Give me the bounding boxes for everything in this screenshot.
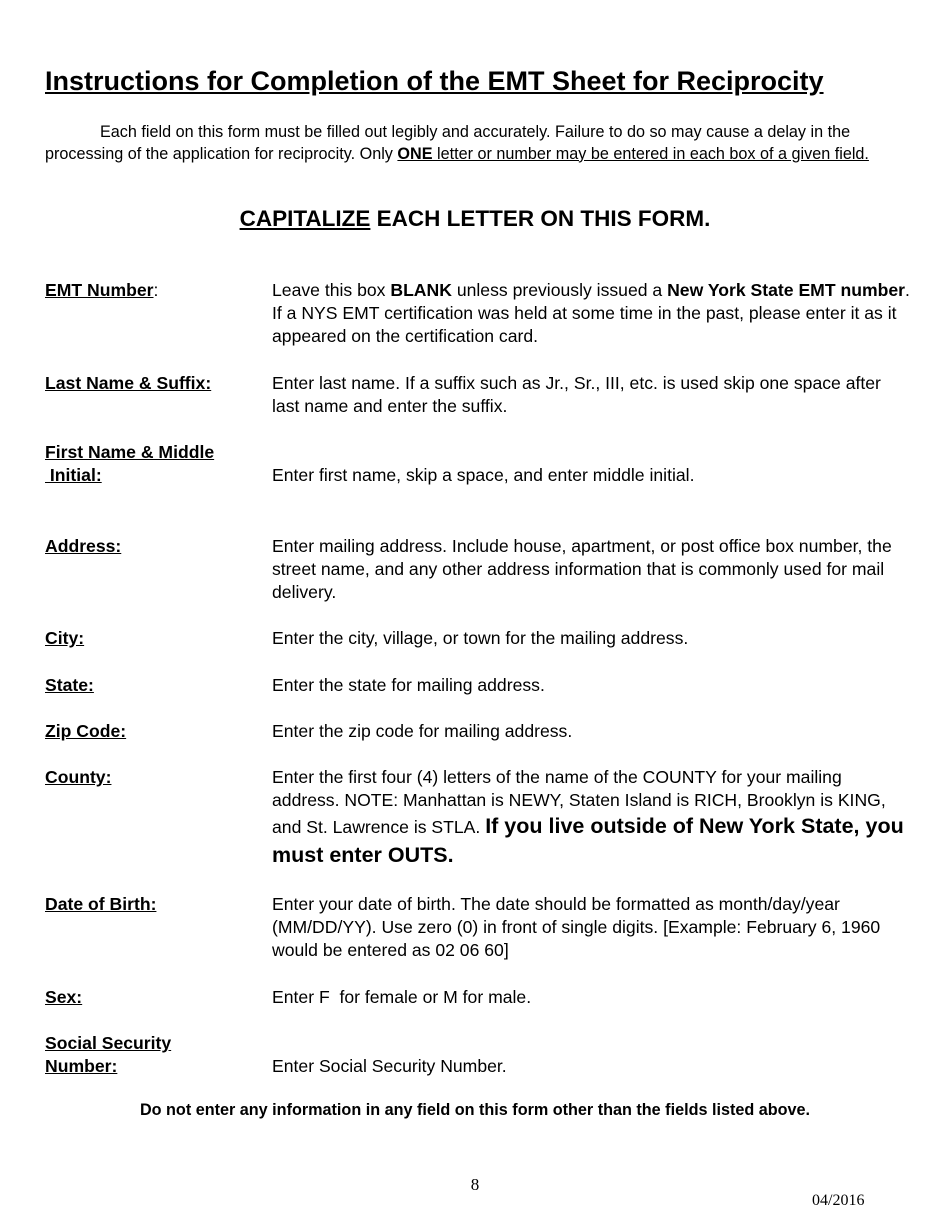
page-number: 8: [470, 1175, 480, 1194]
capitalize-heading: [0, 206, 950, 232]
page-title: Instructions for Completion of the EMT Sheet for Reciprocity: [45, 66, 824, 96]
field-desc-city: Enter the city, village, or town for the mailing address.: [272, 628, 689, 648]
field-label-emt-number: EMT Number:: [45, 280, 159, 300]
field-label-state: State:: [45, 675, 94, 695]
field-label-last-name: Last Name & Suffix:: [45, 373, 212, 393]
field-label-address: Address:: [45, 536, 122, 556]
intro-paragraph: [45, 122, 905, 165]
capitalize-rest: EACH LETTER ON THIS FORM.: [370, 206, 711, 231]
field-desc-emt-number: Leave this box BLANK unless previously issued a New York State EMT number. If a NYS EMT certification was held at some time in the past, please enter it as it appeared on the certification card.: [272, 280, 910, 346]
footnote: Do not enter any information in any field on this form other than the fields listed above.: [139, 1101, 811, 1119]
field-desc-first-name: Enter first name, skip a space, and enter middle initial.: [272, 465, 695, 485]
field-label-county: County:: [45, 767, 112, 787]
intro-one-emphasis: ONE: [397, 144, 433, 163]
field-desc-address: Enter mailing address. Include house, apartment, or post office box number, the street name, and any other address information that is commonly used for mail delivery.: [272, 536, 892, 602]
field-desc-state: Enter the state for mailing address.: [272, 675, 545, 695]
field-label-zip: Zip Code:: [45, 721, 127, 741]
field-desc-sex: Enter F for female or M for male.: [272, 987, 532, 1007]
county-outside-ny-emphasis: If you live outside of New York State, you must enter OUTS.: [272, 814, 904, 867]
intro-text-1: Each field on this form must be filled out legibly and accurately. Failure to do so may cause a delay in the processing of the application for reciprocity. Only: [45, 123, 851, 163]
field-desc-zip: Enter the zip code for mailing address.: [272, 721, 573, 741]
revision-date: 04/2016: [812, 1192, 865, 1209]
capitalize-word: CAPITALIZE: [239, 206, 371, 231]
field-label-dob: Date of Birth:: [45, 894, 157, 914]
field-label-city: City:: [45, 628, 85, 648]
field-label-ssn: Social Security Number:: [45, 1033, 172, 1076]
field-label-first-name: First Name & Middle Initial:: [45, 442, 215, 485]
intro-text-2: letter or number may be entered in each box of a given field.: [432, 144, 869, 163]
field-desc-ssn: Enter Social Security Number.: [272, 1056, 507, 1076]
field-desc-last-name: Enter last name. If a suffix such as Jr., Sr., III, etc. is used skip one space after last name and enter the suffix.: [272, 373, 881, 416]
field-label-sex: Sex:: [45, 987, 83, 1007]
field-desc-dob: Enter your date of birth. The date should be formatted as month/day/year (MM/DD/YY). Use zero (0) in front of single digits. [Example: February 6, 1960 would be entered as 02 06 60]: [272, 894, 881, 960]
field-desc-county: Enter the first four (4) letters of the name of the COUNTY for your mailing address. NOTE: Manhattan is NEWY, Staten Island is RICH, Brooklyn is KING, and St. Lawrence is STLA. If you live outside of New York State, you must enter OUTS.: [272, 767, 904, 867]
